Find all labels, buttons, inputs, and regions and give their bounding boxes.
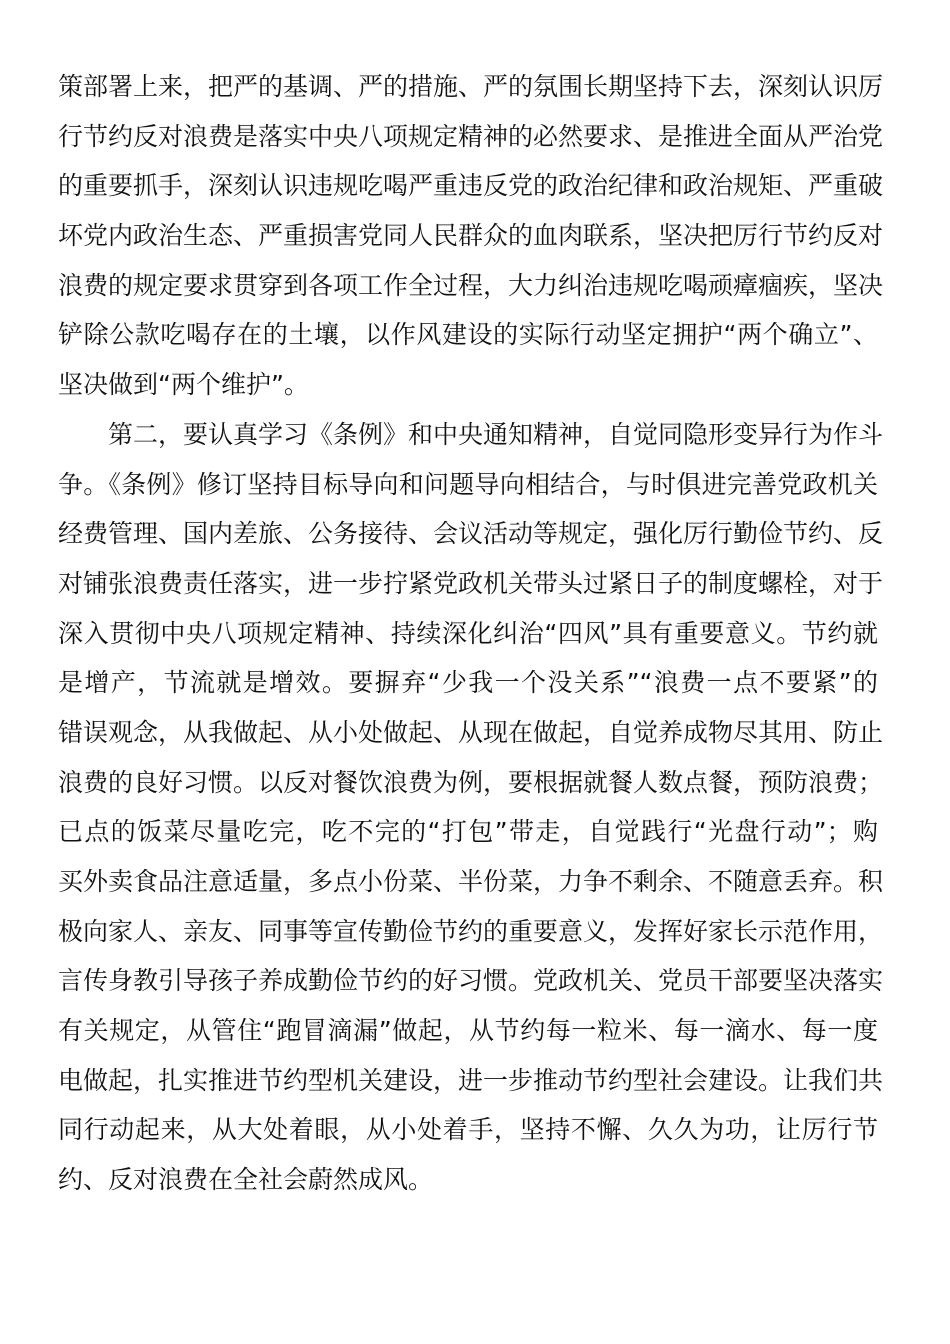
text-line: 策部署上来，把严的基调、严的措施、严的氛围长期坚持下去，深刻认识厉 — [58, 72, 884, 101]
text-line: 极向家人、亲友、同事等宣传勤俭节约的重要意义，发挥好家长示范作用， — [58, 916, 884, 946]
text-line: 经费管理、国内差旅、公务接待、会议活动等规定，强化厉行勤俭节约、反 — [58, 519, 884, 549]
text-line: 电做起，扎实推进节约型机关建设，进一步推动节约型社会建设。让我们共 — [58, 1065, 884, 1095]
text-line: 浪费的良好习惯。以反对餐饮浪费为例，要根据就餐人数点餐，预防浪费； — [58, 767, 884, 797]
text-line: 错误观念，从我做起、从小处做起、从现在做起，自觉养成物尽其用、防止 — [58, 717, 884, 747]
text-line: 坏党内政治生态、严重损害党同人民群众的血肉联系，坚决把厉行节约反对 — [58, 221, 884, 251]
text-line: 坚决做到“两个维护”。 — [58, 370, 309, 400]
text-line: 铲除公款吃喝存在的土壤，以作风建设的实际行动坚定拥护“两个确立”、 — [58, 320, 878, 350]
text-line: 有关规定，从管住“跑冒滴漏”做起，从节约每一粒米、每一滴水、每一度 — [58, 1016, 878, 1046]
text-line: 买外卖食品注意适量，多点小份菜、半份菜，力争不剩余、不随意丢弃。积 — [58, 867, 884, 896]
text-line: 对铺张浪费责任落实，进一步拧紧党政机关带头过紧日子的制度螺栓，对于 — [58, 568, 884, 598]
text-line: 第二，要认真学习《条例》和中央通知精神，自觉同隐形变异行为作斗 — [108, 419, 884, 449]
text-line: 争。《条例》修订坚持目标导向和问题导向相结合，与时俱进完善党政机关 — [58, 469, 878, 499]
text-line: 的重要抓手，深刻认识违规吃喝严重违反党的政治纪律和政治规矩、严重破 — [58, 171, 884, 201]
text-line: 约、反对浪费在全社会蔚然成风。 — [58, 1165, 434, 1195]
paragraph-2 — [58, 410, 884, 1205]
paragraph-1 — [58, 62, 884, 410]
text-line: 行节约反对浪费是落实中央八项规定精神的必然要求、是推进全面从严治党 — [58, 121, 884, 151]
text-line: 同行动起来，从大处着眼，从小处着手，坚持不懈、久久为功，让厉行节 — [58, 1115, 878, 1145]
text-line: 已点的饭菜尽量吃完，吃不完的“打包”带走，自觉践行“光盘行动”；购 — [58, 817, 878, 847]
text-line: 深入贯彻中央八项规定精神、持续深化纠治“四风”具有重要意义。节约就 — [58, 618, 878, 648]
text-line: 是增产，节流就是增效。要摒弃“少我一个没关系”“浪费一点不要紧”的 — [58, 668, 878, 698]
document-page — [58, 62, 884, 1205]
text-line: 言传身教引导孩子养成勤俭节约的好习惯。党政机关、党员干部要坚决落实 — [58, 966, 884, 996]
text-line: 浪费的规定要求贯穿到各项工作全过程，大力纠治违规吃喝顽瘴痼疾，坚决 — [58, 270, 884, 300]
